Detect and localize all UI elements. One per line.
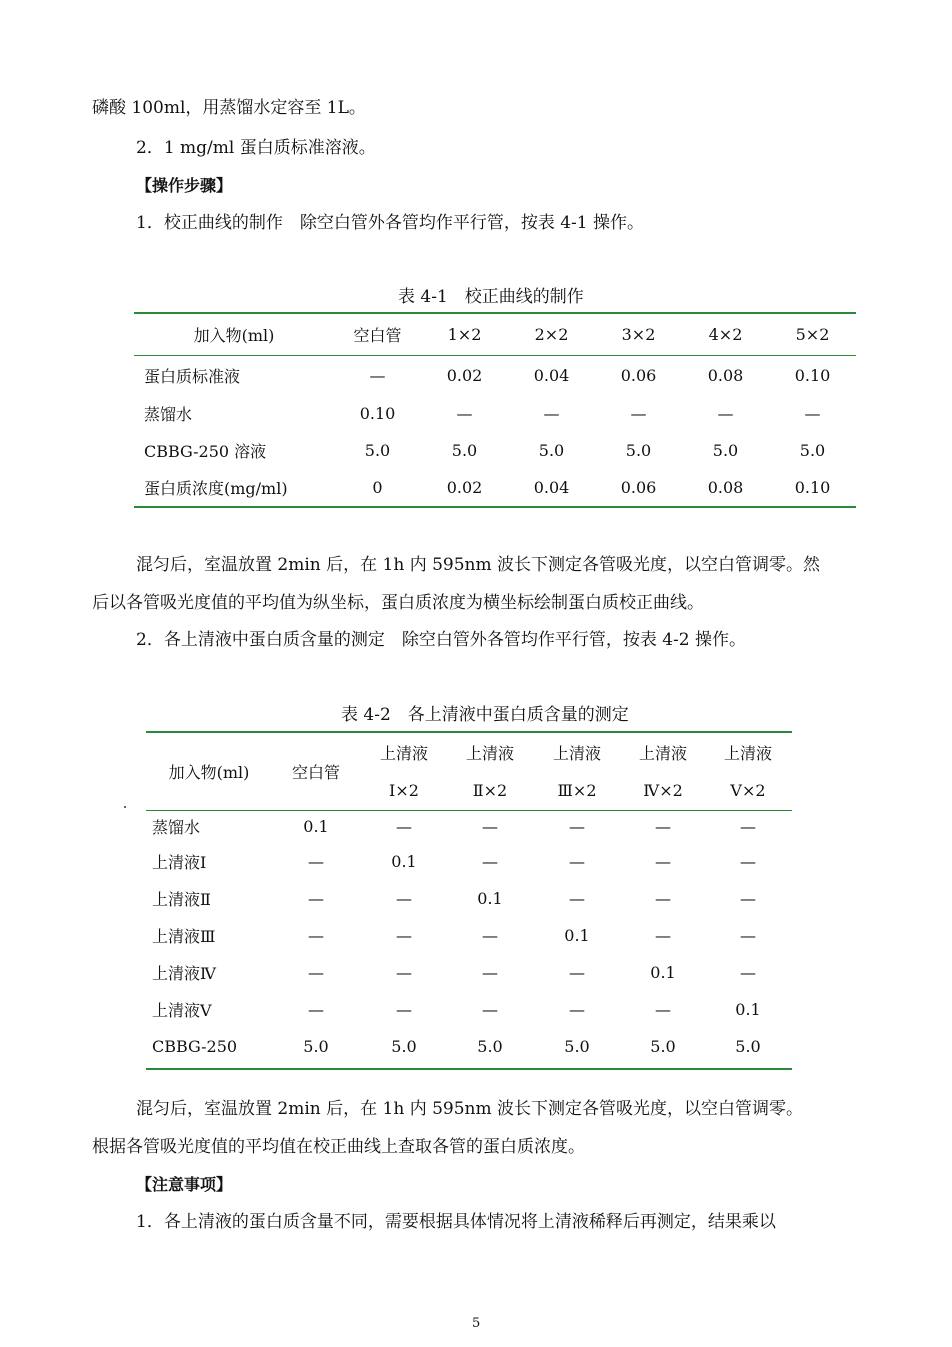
table1-cell: 0.10 — [794, 365, 831, 385]
table1-header-cell: 2×2 — [534, 325, 569, 344]
table2-header-cell: 上清液 — [723, 743, 772, 763]
table2-cell: — — [740, 889, 756, 908]
table2-cell: 0.1 — [735, 1000, 761, 1019]
table1-cell: 5.0 — [799, 441, 826, 460]
table2-cell: — — [740, 963, 756, 982]
table1-row — [134, 469, 856, 506]
table1-header-cell: 1×2 — [447, 325, 482, 344]
table2-cell: — — [655, 1000, 671, 1019]
table2-row — [146, 954, 792, 991]
table1-cell: 0.06 — [620, 478, 657, 497]
table1-header-cell: 3×2 — [621, 325, 656, 344]
table1-cell: 0.06 — [620, 365, 657, 385]
table2-caption: 表 4-2 各上清液中蛋白质含量的测定 — [341, 705, 629, 725]
table2-row — [146, 880, 792, 917]
table2-header-cell: 上清液 — [379, 743, 428, 763]
table2-header-cell: Ⅴ×2 — [730, 780, 766, 800]
table2-row-label: 上清液Ⅱ — [152, 890, 211, 909]
table2-cell: — — [482, 1000, 498, 1019]
table1-cell: 5.0 — [538, 441, 565, 460]
table2-cell: — — [396, 926, 412, 945]
table1-cell: 0.10 — [794, 478, 831, 497]
table2-cell: 0.1 — [650, 963, 676, 982]
table1-row — [134, 355, 856, 395]
heading-notes: 【注意事项】 — [136, 1175, 233, 1194]
table2-cell: — — [308, 889, 324, 908]
table1-header-cell: 空白管 — [353, 326, 402, 345]
table1-cell: 5.0 — [451, 441, 478, 460]
table2-header-cell: Ⅰ×2 — [389, 780, 419, 800]
table2-cell: — — [740, 926, 756, 945]
table2-cell: 0.1 — [477, 889, 503, 908]
table1-cell: 0.08 — [707, 365, 744, 385]
table1-cell: — — [369, 365, 386, 385]
table1-header-row — [134, 314, 856, 355]
table2-cell: 5.0 — [650, 1037, 676, 1056]
table1-header-cell: 5×2 — [795, 325, 830, 344]
table2-header-cell: 上清液 — [465, 743, 514, 763]
table2-header-cell: 空白管 — [291, 762, 340, 782]
table2-cell: 5.0 — [303, 1037, 329, 1056]
paragraph-calibration-step: 1．校正曲线的制作 除空白管外各管均作平行管，按表 4-1 操作。 — [136, 213, 644, 233]
table2-row — [146, 991, 792, 1028]
table2-row — [146, 1028, 792, 1065]
table2-row — [146, 917, 792, 954]
paragraph-measure2-a: 混匀后，室温放置 2min 后，在 1h 内 595nm 波长下测定各管吸光度，以空白管调零。 — [136, 1099, 804, 1119]
paragraph-measure2-b: 根据各管吸光度值的平均值在校正曲线上查取各管的蛋白质浓度。 — [92, 1137, 585, 1157]
page-number: 5 — [472, 1316, 481, 1331]
table2-row-label: 上清液Ⅳ — [152, 964, 216, 983]
table2-row-label: CBBG-250 — [152, 1037, 238, 1056]
table2-cell: 0.1 — [564, 926, 590, 945]
table2-header-cell: 上清液 — [638, 743, 687, 763]
table2-cell: — — [569, 889, 585, 908]
table2-cell: 0.1 — [391, 852, 417, 871]
table2-cell: — — [740, 852, 756, 871]
table2-cell: — — [308, 1000, 324, 1019]
stray-dot-mark — [124, 806, 126, 808]
table2-cell: — — [396, 1000, 412, 1019]
paragraph-note-1: 1．各上清液的蛋白质含量不同，需要根据具体情况将上清液稀释后再测定，结果乘以 — [136, 1212, 776, 1232]
table2-header-row-top — [146, 733, 792, 771]
table1-cell: 0.10 — [359, 404, 396, 423]
table2-cell: — — [482, 816, 498, 836]
table1-row-label: CBBG-250 溶液 — [144, 442, 267, 461]
table1-cell: 0.04 — [533, 365, 570, 385]
table1-cell: — — [543, 404, 560, 423]
table1-bottom-rule — [134, 506, 856, 508]
table2-cell: 5.0 — [735, 1037, 761, 1056]
table2-cell: — — [396, 963, 412, 982]
table1-cell: 0.02 — [446, 478, 483, 497]
table2-cell: — — [569, 816, 585, 836]
table1-cell: 0 — [372, 478, 383, 497]
table1-row — [134, 432, 856, 469]
table1-row-label: 蛋白质标准液 — [144, 366, 241, 386]
table1-cell: — — [456, 404, 473, 423]
table2-cell: — — [569, 1000, 585, 1019]
heading-procedure: 【操作步骤】 — [136, 176, 233, 195]
table2-cell: — — [655, 816, 671, 836]
table2-cell: — — [482, 926, 498, 945]
table2-cell: 0.1 — [303, 816, 329, 836]
table2-header-cell: Ⅱ×2 — [472, 780, 508, 800]
table1-row-label: 蒸馏水 — [144, 405, 193, 424]
table1-cell: — — [630, 404, 647, 423]
paragraph-standard-solution: 2．1 mg/ml 蛋白质标准溶液。 — [136, 138, 376, 158]
table1 — [134, 314, 856, 506]
table2-header-cell: Ⅳ×2 — [643, 780, 683, 800]
table2-cell: — — [308, 963, 324, 982]
table2-row — [146, 809, 792, 843]
table2-cell: — — [569, 852, 585, 871]
table1-caption: 表 4-1 校正曲线的制作 — [398, 287, 584, 307]
table2-row-label: 上清液Ⅲ — [152, 927, 216, 946]
paragraph-measure-a: 混匀后，室温放置 2min 后，在 1h 内 595nm 波长下测定各管吸光度，以空白管调零。然 — [136, 555, 821, 575]
table2-cell: 5.0 — [477, 1037, 503, 1056]
table2-cell: — — [482, 963, 498, 982]
table2-cell: — — [740, 816, 756, 836]
table1-cell: 5.0 — [364, 441, 391, 460]
table2-cell: — — [308, 852, 324, 871]
table1-cell: 5.0 — [625, 441, 652, 460]
table2-row — [146, 843, 792, 880]
paragraph-reagent-end: 磷酸 100ml，用蒸馏水定容至 1L。 — [92, 98, 366, 118]
table2-cell: — — [655, 852, 671, 871]
table2-cell: — — [482, 852, 498, 871]
paragraph-measure-b: 后以各管吸光度值的平均值为纵坐标，蛋白质浓度为横坐标绘制蛋白质校正曲线。 — [92, 593, 704, 613]
table2-cell: — — [308, 926, 324, 945]
table1-cell: — — [717, 404, 734, 423]
table1-cell: — — [804, 404, 821, 423]
table1-cell: 0.02 — [446, 365, 483, 385]
table1-header-cell: 4×2 — [708, 325, 743, 344]
table2-cell: 5.0 — [564, 1037, 590, 1056]
table2-cell: — — [655, 889, 671, 908]
table2-cell: 5.0 — [391, 1037, 417, 1056]
table2-cell: — — [396, 816, 412, 836]
table1-cell: 0.04 — [533, 478, 570, 497]
table2-row-label: 蒸馏水 — [152, 817, 201, 837]
table1-row-label: 蛋白质浓度(mg/ml) — [144, 479, 288, 498]
table2-cell: — — [569, 963, 585, 982]
table2-row-label: 上清液Ⅴ — [152, 1001, 212, 1020]
table1-header-cell: 加入物(ml) — [193, 326, 275, 345]
table2-cell: — — [396, 889, 412, 908]
table2-cell: — — [655, 926, 671, 945]
table1-cell: 0.08 — [707, 478, 744, 497]
table2-header-cell: Ⅲ×2 — [557, 780, 597, 800]
paragraph-supernatant-step: 2．各上清液中蛋白质含量的测定 除空白管外各管均作平行管，按表 4-2 操作。 — [136, 630, 746, 650]
table2-bottom-rule — [146, 1068, 792, 1070]
table2-header-cell: 加入物(ml) — [168, 762, 250, 782]
table1-row — [134, 395, 856, 432]
table2-header-cell: 上清液 — [552, 743, 601, 763]
table1-cell: 5.0 — [712, 441, 739, 460]
table2 — [146, 733, 792, 1065]
table2-row-label: 上清液Ⅰ — [152, 853, 207, 872]
